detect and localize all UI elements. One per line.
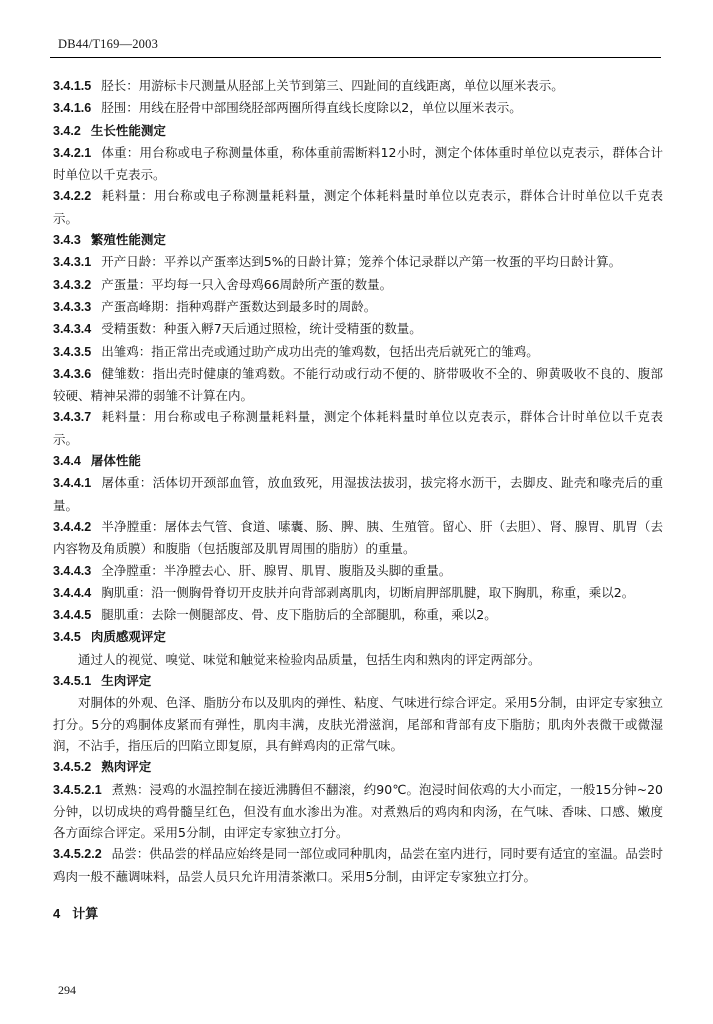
chapter-title: 计算 bbox=[72, 906, 99, 922]
section-title: 繁殖性能测定 bbox=[90, 232, 166, 248]
clause-number: 3.4.3.2 bbox=[53, 277, 92, 292]
clause-text: 耗料量：用台称或电子称测量耗料量，测定个体耗料量时单位以克表示，群体合计时单位以千克表示。 bbox=[53, 409, 663, 447]
clause-paragraph bbox=[53, 274, 663, 296]
header-rule bbox=[50, 57, 661, 58]
clause-paragraph bbox=[53, 649, 663, 670]
clause-number: 3.4.3 bbox=[53, 233, 81, 248]
section-heading bbox=[53, 626, 663, 648]
clause-number: 3.4.2 bbox=[53, 123, 81, 138]
clause-paragraph bbox=[53, 341, 663, 363]
clause-text: 煮熟：浸鸡的水温控制在接近沸腾但不翻滚，约90℃。泡浸时间依鸡的大小而定，一般15分钟~20分钟，以切成块的鸡骨髓呈红色，但没有血水渗出为准。对煮熟后的鸡肉和肉汤，在气味、香味、口感、嫩度各方面综合评定。采用5分制，由评定专家独立打分。 bbox=[53, 781, 663, 841]
section-heading bbox=[53, 670, 663, 692]
clause-text: 全净膛重：半净膛去心、肝、腺胃、肌胃、腹脂及头脚的重量。 bbox=[101, 562, 452, 578]
clause-paragraph bbox=[53, 296, 663, 318]
clause-paragraph bbox=[53, 472, 663, 516]
clause-text: 半净膛重：屠体去气管、食道、嗉囊、肠、脾、胰、生殖管。留心、肝（去胆）、肾、腺胃、肌胃（去内容物及角质膜）和腹脂（包括腹部及肌胃周围的脂肪）的重量。 bbox=[53, 518, 663, 557]
section-title: 生肉评定 bbox=[101, 673, 152, 689]
clause-paragraph bbox=[53, 604, 663, 626]
clause-text: 胫围：用线在胫骨中部围绕胫部两圈所得直线长度除以2，单位以厘米表示。 bbox=[101, 100, 522, 116]
clause-text: 屠体重：活体切开颈部血管，放血致死，用湿拔法拔羽，拔完将水沥干，去脚皮、趾壳和喙壳后的重量。 bbox=[53, 475, 663, 513]
clause-text: 出雏鸡：指正常出壳或通过助产成功出壳的雏鸡数，包括出壳后就死亡的雏鸡。 bbox=[101, 343, 539, 359]
clause-paragraph bbox=[53, 251, 663, 273]
section-heading bbox=[53, 120, 663, 142]
clause-paragraph bbox=[53, 75, 663, 97]
clause-number: 3.4.4.1 bbox=[53, 476, 92, 491]
clause-number: 3.4.5 bbox=[53, 630, 81, 645]
clause-number: 3.4.3.4 bbox=[53, 322, 92, 337]
clause-number: 3.4.2.1 bbox=[53, 145, 92, 160]
page-number: 294 bbox=[58, 983, 76, 997]
paragraph-list bbox=[53, 75, 663, 887]
clause-number: 3.4.1.5 bbox=[53, 79, 92, 93]
clause-number: 3.4.3.5 bbox=[53, 344, 92, 359]
clause-text: 通过人的视觉、嗅觉、味觉和触觉来检验肉品质量，包括生肉和熟肉的评定两部分。 bbox=[78, 651, 541, 667]
clause-paragraph bbox=[53, 779, 663, 844]
clause-paragraph bbox=[53, 97, 663, 119]
clause-text: 体重：用台称或电子称测量体重，称体重前需断料12小时，测定个体体重时单位以克表示，群体合计时单位以千克表示。 bbox=[53, 144, 663, 183]
clause-number: 3.4.2.2 bbox=[53, 189, 92, 204]
clause-text: 品尝：供品尝的样品应始终是同一部位或同种肌肉，品尝在室内进行，同时要有适宜的室温。品尝时鸡肉一般不蘸调味料，品尝人员只允许用清茶漱口。采用5分制，由评定专家独立打分。 bbox=[53, 846, 663, 884]
clause-text: 产蛋高峰期：指种鸡群产蛋数达到最多时的周龄。 bbox=[101, 298, 377, 314]
clause-text: 产蛋量：平均每一只入舍母鸡66周龄所产蛋的数量。 bbox=[101, 276, 393, 292]
clause-paragraph bbox=[53, 560, 663, 582]
clause-text: 受精蛋数：种蛋入孵7天后通过照检，统计受精蛋的数量。 bbox=[101, 321, 422, 337]
chapter-heading bbox=[53, 903, 663, 922]
clause-paragraph bbox=[53, 318, 663, 340]
document-body bbox=[53, 75, 663, 922]
section-title: 屠体性能 bbox=[90, 453, 141, 469]
clause-number: 3.4.3.7 bbox=[53, 410, 92, 425]
section-title: 生长性能测定 bbox=[90, 122, 166, 138]
clause-text: 开产日龄：平养以产蛋率达到5%的日龄计算；笼养个体记录群以产第一枚蛋的平均日龄计算。 bbox=[101, 254, 622, 270]
clause-text: 健雏数：指出壳时健康的雏鸡数。不能行动或行动不便的、脐带吸收不全的、卵黄吸收不良的、腹部较硬、精神呆滞的弱雏不计算在内。 bbox=[53, 365, 663, 404]
clause-number: 3.4.3.6 bbox=[53, 366, 92, 381]
clause-number: 3.4.3.3 bbox=[53, 299, 92, 314]
clause-paragraph bbox=[53, 185, 663, 229]
section-heading bbox=[53, 229, 663, 251]
clause-text: 耗料量：用台称或电子称测量耗料量，测定个体耗料量时单位以克表示，群体合计时单位以千克表示。 bbox=[53, 188, 663, 226]
clause-paragraph bbox=[53, 843, 663, 887]
clause-number: 3.4.5.1 bbox=[53, 674, 92, 689]
clause-number: 3.4.4.4 bbox=[53, 585, 92, 600]
clause-paragraph bbox=[53, 142, 663, 186]
clause-number: 3.4.4.3 bbox=[53, 563, 92, 578]
clause-number: 3.4.3.1 bbox=[53, 255, 92, 270]
clause-text: 胫长：用游标卡尺测量从胫部上关节到第三、四趾间的直线距离，单位以厘米表示。 bbox=[101, 78, 564, 93]
chapter-number: 4 bbox=[53, 905, 61, 921]
clause-number: 3.4.5.2.2 bbox=[53, 847, 102, 862]
clause-number: 3.4.4.5 bbox=[53, 608, 92, 623]
clause-paragraph bbox=[53, 406, 663, 450]
standard-code: DB44/T169—2003 bbox=[58, 37, 159, 51]
clause-number: 3.4.4.2 bbox=[53, 519, 92, 534]
clause-paragraph bbox=[53, 516, 663, 560]
section-title: 肉质感观评定 bbox=[90, 629, 166, 645]
clause-number: 3.4.4 bbox=[53, 454, 81, 469]
clause-number: 3.4.1.6 bbox=[53, 101, 92, 116]
clause-number: 3.4.5.2 bbox=[53, 760, 92, 775]
section-title: 熟肉评定 bbox=[101, 759, 152, 775]
clause-text: 胸肌重：沿一侧胸骨脊切开皮肤并向背部剥离肌肉，切断肩胛部肌腱，取下胸肌，称重，乘以2。 bbox=[101, 584, 635, 600]
section-heading bbox=[53, 450, 663, 472]
clause-number: 3.4.5.2.1 bbox=[53, 782, 102, 797]
clause-paragraph bbox=[53, 363, 663, 407]
clause-text: 腿肌重：去除一侧腿部皮、骨、皮下脂肪后的全部腿肌，称重，乘以2。 bbox=[101, 607, 497, 623]
clause-paragraph bbox=[53, 692, 663, 756]
clause-paragraph bbox=[53, 582, 663, 604]
section-heading bbox=[53, 756, 663, 778]
clause-text: 对胴体的外观、色泽、脂肪分布以及肌肉的弹性、粘度、气味进行综合评定。采用5分制，由评定专家独立打分。5分的鸡胴体皮紧而有弹性，肌肉丰满，皮肤光滑滋润，尾部和背部有皮下脂肪；肌肉外表微干或微湿润，不沾手，指压后的凹陷立即复原，具有鲜鸡肉的正常气味。 bbox=[53, 695, 663, 753]
